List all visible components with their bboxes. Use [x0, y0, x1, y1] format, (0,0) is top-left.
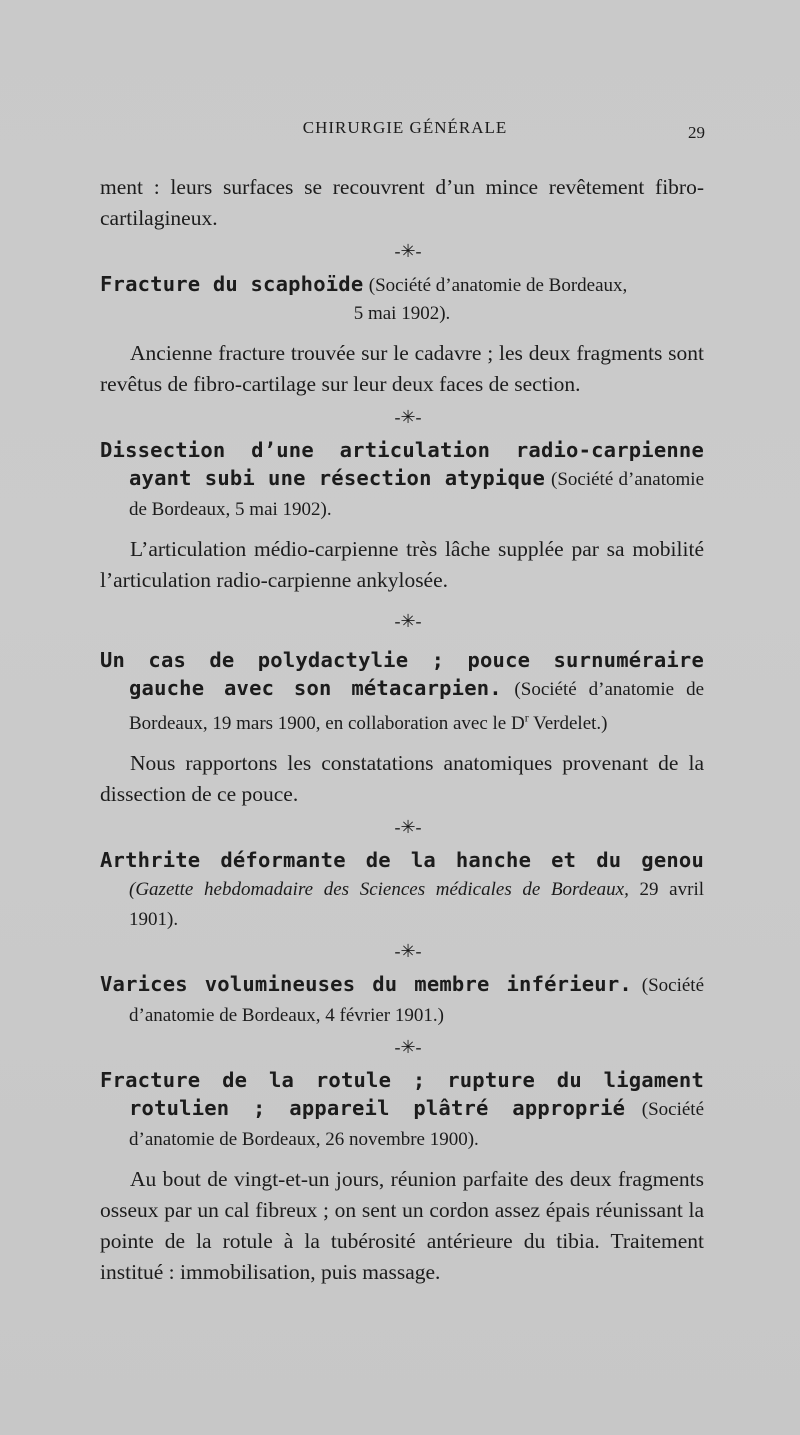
- entry-reference: (Société d’anatomie de Bordeaux,: [368, 275, 628, 296]
- entry-reference-date: 29 avril 1901).: [129, 879, 704, 931]
- entry-reference-journal: (Gazette hebdomadaire des Sciences médicales de Bordeaux,: [129, 879, 629, 901]
- entry-heading: [100, 846, 704, 934]
- entry-heading: [100, 646, 704, 738]
- running-title: CHIRURGIE GÉNÉRALE: [302, 118, 508, 137]
- entry-body: Nous rapportons les constatations anatomiques provenant de la dissection de ce pouce.: [100, 751, 704, 807]
- entry-reference-end: Verdelet.): [528, 713, 608, 735]
- page-body: [100, 172, 704, 1288]
- entry-heading: [100, 436, 704, 524]
- section-separator: -✳-: [394, 611, 422, 631]
- section-separator: -✳-: [394, 407, 422, 427]
- entry-title: Un cas de polydactylie ; pouce surnuméraire gauche avec son métacarpien.: [100, 648, 704, 700]
- entry-body: L’articulation médio-carpienne très lâche supplée par sa mobilité l’articulation radio-carpienne ankylosée.: [100, 537, 704, 592]
- entry-heading: [100, 270, 704, 328]
- section-separator: -✳-: [394, 941, 422, 962]
- section-separator: -✳-: [394, 241, 422, 261]
- entry-reference-date: 5 mai 1902).: [353, 303, 451, 324]
- intro-paragraph: ment : leurs surfaces se recouvrent d’un mince revêtement fibro-cartilagineux.: [100, 175, 704, 230]
- entry-title: Dissection d’une articulation radio-carpienne ayant subi une résection atypique: [100, 438, 704, 490]
- entry-title: Fracture de la rotule ; rupture du ligament rotulien ; appareil plâtré approprié: [100, 1068, 704, 1121]
- entry-reference: (Société d’anatomie de Bordeaux, 26 novembre 1900).: [129, 1099, 705, 1151]
- entry-heading: [100, 970, 704, 1030]
- entry-reference-main: (Société d’anatomie de Bordeaux, 19 mars 1900, en collaboration avec le D: [129, 679, 704, 735]
- section-separator: -✳-: [394, 817, 422, 838]
- page-number: 29: [688, 123, 705, 142]
- entry-body: Ancienne fracture trouvée sur le cadavre ; les deux fragments sont revêtus de fibro-cartilage sur leur deux faces de section.: [100, 341, 704, 396]
- entry-reference: (Société d’anatomie de Bordeaux, 5 mai 1902).: [129, 469, 705, 520]
- entry-reference: [129, 879, 704, 930]
- entry-body: Au bout de vingt-et-un jours, réunion parfaite des deux fragments osseux par un cal fibreux ; on sent un cordon assez épais réunissant la pointe de la rotule à la tubérosité antérieure du tibia. Traitement institué : immobilisation, puis massage.: [100, 1167, 704, 1285]
- entry-heading: [100, 1066, 704, 1154]
- section-separator: -✳-: [394, 1037, 422, 1058]
- entry-title: Varices volumineuses du membre inférieur.: [100, 972, 632, 997]
- entry-reference: (Société d’anatomie de Bordeaux, 4 février 1901.): [129, 975, 705, 1027]
- entry-title: Arthrite déformante de la hanche et du genou: [100, 848, 704, 873]
- entry-reference-sup: r: [524, 711, 529, 725]
- entry-title: Fracture du scaphoïde: [100, 272, 364, 296]
